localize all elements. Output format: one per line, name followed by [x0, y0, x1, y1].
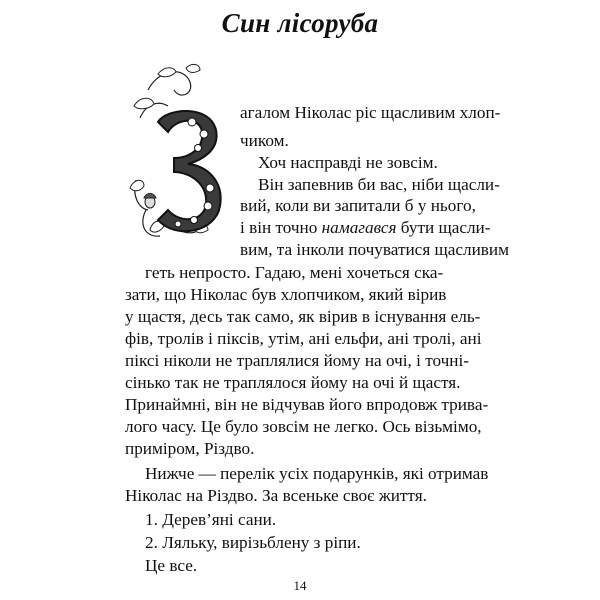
text-line-6-a: і він точно	[240, 218, 322, 237]
text-line-7: вим, та інколи почуватися щасливим	[240, 240, 509, 259]
text-line-10: у щастя, десь так само, як вірив в існування ель-	[125, 307, 481, 326]
text-line-13: сінько так не траплялося йому на очі й щастя.	[125, 373, 461, 392]
text-line-18: Ніколас на Різдво. За всеньке своє життя.	[125, 486, 427, 505]
emphasis-word: намагався	[321, 218, 397, 237]
chapter-title: Син лісоруба	[221, 8, 379, 38]
list-item-1: 1. Дерев’яні сани.	[145, 510, 277, 529]
text-line-12: піксі ніколи не траплялися йому на очі, і точні-	[125, 351, 469, 370]
text-line-1: агалом Ніколас ріс щасливим хлоп-	[240, 103, 501, 122]
text-line-9: зати, що Ніколас був хлопчиком, який вірив	[125, 285, 447, 304]
text-line-5: вий, коли ви запитали б у нього,	[240, 196, 476, 215]
text-line-3: Хоч насправді не зовсім.	[258, 153, 438, 172]
text-line-14: Принаймні, він не відчував його впродовж трива-	[125, 395, 489, 414]
text-line-8: геть непросто. Гадаю, мені хочеться ска-	[145, 263, 444, 282]
text-line-16: приміром, Різдво.	[125, 439, 255, 458]
page-number: 14	[293, 578, 307, 593]
text-line-17: Нижче — перелік усіх подарунків, які отримав	[145, 464, 489, 483]
text-line-15: лого часу. Це було зовсім не легко. Ось візьмімо,	[125, 417, 482, 436]
text-line-2: чиком.	[240, 131, 289, 150]
text-line-6	[240, 218, 490, 238]
list-item-2: 2. Ляльку, вирізьблену з ріпи.	[145, 533, 361, 552]
text-line-6-c: бути щасли-	[396, 218, 491, 237]
text-line-21: Це все.	[145, 556, 198, 575]
text-line-4: Він запевнив би вас, ніби щасли-	[258, 175, 500, 194]
text-line-11: фів, тролів і піксів, утім, ані ельфи, ані тролі, ані	[125, 329, 482, 348]
drop-cap-ornament-icon	[128, 60, 240, 250]
